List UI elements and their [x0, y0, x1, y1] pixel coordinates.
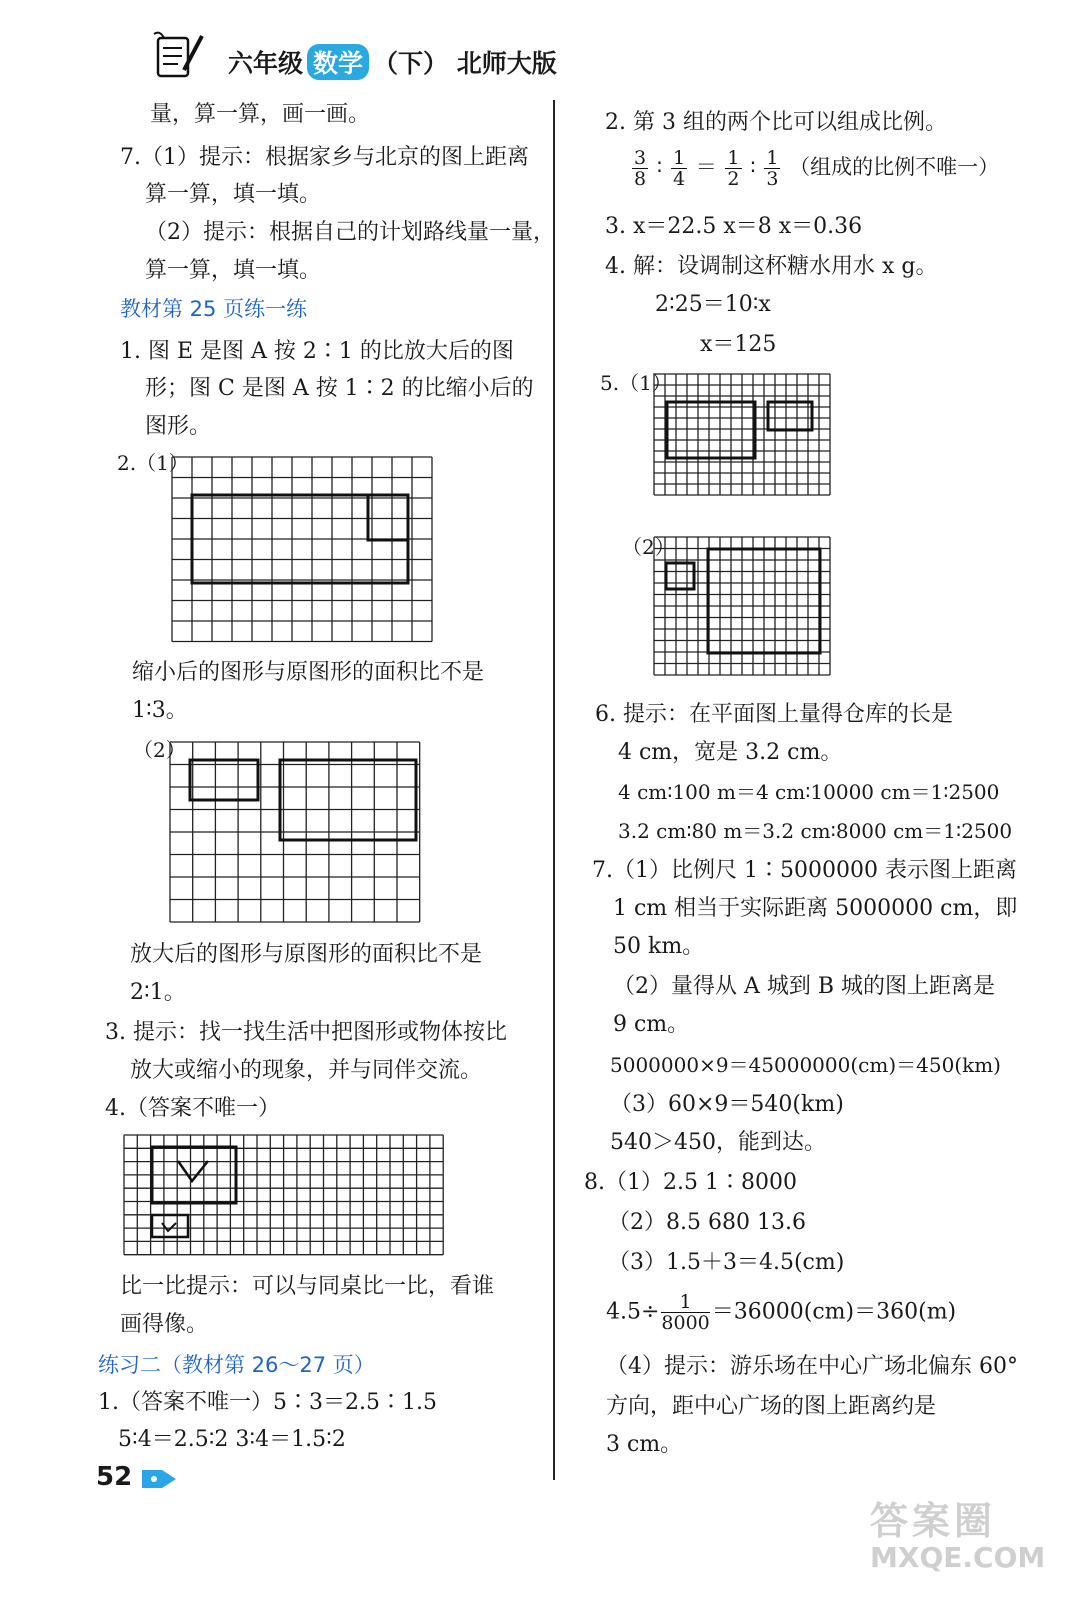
p3-line2: 放大或缩小的现象，并与同伴交流。: [130, 1058, 483, 1083]
r3-answers: 3. x＝22.5 x＝8 x＝0.36: [605, 214, 863, 239]
frac-1-4: $\frac{1}{4}$: [672, 147, 686, 190]
r4-setup: 4. 解：设调制这杯糖水用水 x g。: [605, 254, 938, 279]
r4-equation: 2∶25＝10∶x: [655, 292, 771, 317]
r6-ratio2: 3.2 cm∶80 m＝3.2 cm∶8000 cm＝1∶2500: [618, 819, 1013, 843]
frac-3-8: $\frac{3}{8}$: [634, 147, 647, 190]
grid-5-2: [652, 535, 838, 680]
r8-part3: （3）1.5＋3＝4.5(cm): [608, 1250, 845, 1275]
header-grade: 六年级: [228, 49, 304, 78]
r2-note: （组成的比例不唯一）: [789, 155, 1000, 179]
section-heading-exercise2: 练习二（教材第 26～27 页）: [98, 1353, 375, 1377]
p3-line1: 3. 提示：找一找生活中把图形或物体按比: [105, 1020, 507, 1045]
column-divider: [553, 100, 555, 1480]
r8-part1: 8.（1）2.5 1∶8000: [584, 1170, 797, 1195]
p2-part1-text2: 1∶3。: [132, 698, 188, 723]
q7-part2-cont: 算一算，填一填。: [145, 258, 322, 283]
r7-line5: 9 cm。: [613, 1012, 690, 1037]
p2-part1-label: 2.（1）: [117, 451, 189, 475]
watermark-logo: 答案圈 MXQE.COM: [870, 1499, 1046, 1574]
r2-line: 2. 第 3 组的两个比可以组成比例。: [605, 110, 947, 135]
r4-result: x＝125: [700, 332, 777, 357]
r5-part2-label: （2）: [622, 535, 675, 559]
r8-division: 4.5÷ $\frac{1}{8000}$ ＝36000(cm)＝360(m): [606, 1291, 957, 1334]
e1-line1: 1.（答案不唯一）5∶3＝2.5∶1.5: [98, 1390, 437, 1415]
q7-part1: 7.（1）提示：根据家乡与北京的图上距离: [120, 145, 529, 170]
page-number: 52: [96, 1462, 133, 1492]
p2-part2-text2: 2∶1。: [130, 980, 186, 1005]
r8-part4-line2: 方向，距中心广场的图上距离约是: [606, 1394, 937, 1419]
r8-part4-line1: （4）提示：游乐场在中心广场北偏东 60°: [606, 1354, 1018, 1379]
q7-part1-cont: 算一算，填一填。: [145, 182, 322, 207]
grid-2-2: [168, 740, 428, 925]
grid-5-2-original-shape: [666, 563, 694, 589]
section-heading-practice: 教材第 25 页练一练: [120, 297, 308, 321]
header-subject-badge: 数学: [307, 44, 369, 80]
r7-part3: （3）60×9＝540(km): [610, 1092, 844, 1117]
p1-line1: 1. 图 E 是图 A 按 2∶1 的比放大后的图: [120, 339, 514, 364]
r5-part1-label: 5.（1）: [600, 371, 672, 395]
p2-part2-label: （2）: [133, 738, 186, 762]
header-book-icon: [150, 30, 206, 82]
header-edition: （下） 北师大版: [373, 49, 557, 78]
r6-line2: 4 cm，宽是 3.2 cm。: [618, 740, 843, 765]
p2-part1-text: 缩小后的图形与原图形的面积比不是: [132, 660, 485, 685]
grid-5-1: [652, 372, 832, 502]
r7-line2: 1 cm 相当于实际距离 5000000 cm，即: [613, 896, 1018, 921]
r2-proportion: $\frac{3}{8}$ ∶ $\frac{1}{4}$ ＝ $\frac{1}{2}$ ∶ $\frac{1}{3}$ （组成的比例不唯一）: [634, 147, 1000, 190]
grid-4: [122, 1133, 452, 1261]
p1-line2: 形；图 C 是图 A 按 1∶2 的比缩小后的: [145, 376, 534, 401]
grid-2-1: [170, 455, 440, 645]
left-line-1: 量，算一算，画一画。: [150, 102, 371, 127]
frac-1-2: $\frac{1}{2}$: [727, 147, 740, 190]
r7-calc: 5000000×9＝45000000(cm)＝450(km): [610, 1053, 1001, 1077]
q7-part2: （2）提示：根据自己的计划路线量一量，: [145, 220, 555, 245]
page-arrow-icon: [140, 1466, 180, 1496]
grid-4-small-shape: [152, 1215, 188, 1237]
compare-line1: 比一比提示：可以与同桌比一比，看谁: [120, 1274, 495, 1299]
grid-2-2-enlarged-shape: [280, 760, 416, 840]
r7-conclusion: 540＞450，能到达。: [610, 1130, 826, 1155]
grid-2-2-original-shape: [190, 760, 258, 800]
frac-1-3: $\frac{1}{3}$: [766, 147, 779, 190]
frac-1-8000: $\frac{1}{8000}$: [661, 1291, 710, 1334]
r8-part4-line3: 3 cm。: [606, 1432, 683, 1457]
p4-label: 4.（答案不唯一）: [105, 1096, 280, 1121]
e1-line2: 5∶4＝2.5∶2 3∶4＝1.5∶2: [118, 1427, 346, 1452]
grid-2-1-reduced-shape: [368, 495, 408, 540]
r6-line1: 6. 提示：在平面图上量得仓库的长是: [595, 702, 953, 727]
r8-part2: （2）8.5 680 13.6: [608, 1210, 806, 1235]
r7-line4: （2）量得从 A 城到 B 城的图上距离是: [613, 974, 996, 999]
compare-line2: 画得像。: [120, 1312, 209, 1337]
header-title: [228, 44, 557, 80]
p1-line3: 图形。: [145, 414, 212, 439]
r7-line3: 50 km。: [613, 934, 705, 959]
p2-part2-text: 放大后的图形与原图形的面积比不是: [130, 942, 483, 967]
r6-ratio1: 4 cm∶100 m＝4 cm∶10000 cm＝1∶2500: [618, 780, 1000, 804]
r7-line1: 7.（1）比例尺 1∶5000000 表示图上距离: [592, 858, 1017, 883]
